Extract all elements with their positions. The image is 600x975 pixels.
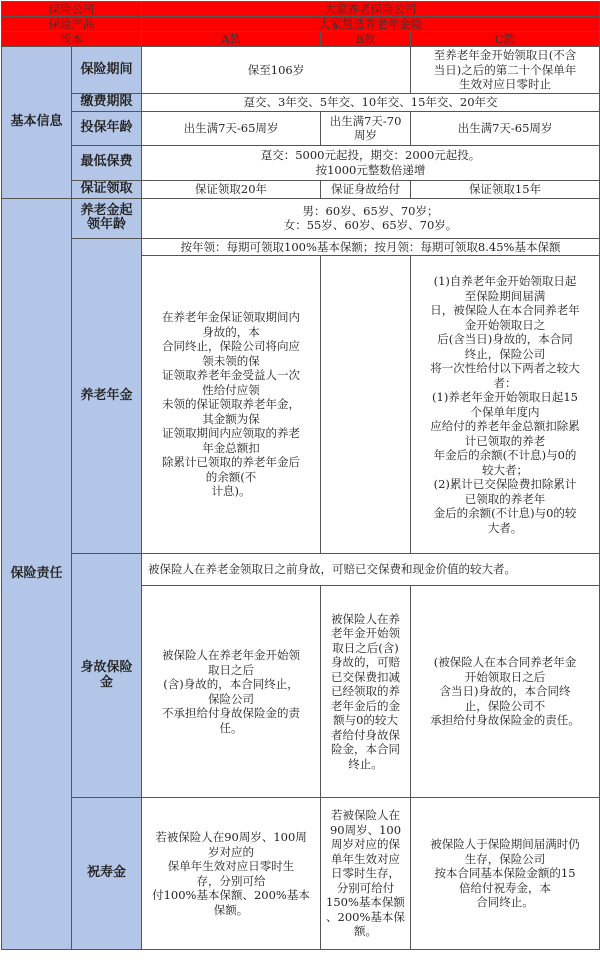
version-label: 版本 [2,32,142,47]
death-b: 被保险人在养 老年金开始领 取日之后(含) 身故的，可赔 已交保费扣减 已经领取的养 老年金后的金 额与0的较大 者给付身故保 险金，本合同 终止。 [321,586,411,798]
version-a: A款 [142,32,321,47]
age-row [2,111,600,145]
min-premium-row [2,145,600,180]
annuity-b [321,256,411,554]
survival-row [2,798,600,950]
guarantee-row [2,180,600,198]
annuity-freq-row [2,238,600,256]
age-a: 出生满7天-65周岁 [142,111,321,145]
min-premium-all: 趸交：5000元起投，期交：2000元起投。 按1000元整数倍递增 [142,145,600,180]
guarantee-c: 保证领取15年 [411,180,600,198]
death-before-row [2,554,600,586]
death-before: 被保险人在养老金领取日之前身故，可赔已交保费和现金价值的较大者。 [142,554,600,586]
start-age-all: 男：60岁、65岁、70岁； 女：55岁、60岁、65岁、70岁。 [142,198,600,238]
death-c: (被保险人在本合同养老年金 开始领取日之后 含当日)身故的，本合同终 止，保险公司不 承担给付身故保险金的责任。 [411,586,600,798]
basic-info-section: 基本信息 [2,47,72,199]
annuity-c: (1)自养老年金开始领取日起 至保险期间届满 日，被保险人在本合同养老年 金开始领取日之 后(含当日)身故的，本合同 终止，保险公司 将一次性给付以下两者之较大 者： (1)养老年金开始领取日起15 个保单年度内 应给付的养老年金总额扣除累 计已领取的养老 年金后的余额(不计息)与0的 较大者； (2)累计已交保险费扣除累计 已领取的养老年 金后的余额(不计息)与0的较 大者。 [411,256,600,554]
version-c: C款 [411,32,600,47]
survival-a: 若被保险人在90周岁、100周 岁对应的 保单年生效对应日零时生 存，分别可给 付100%基本保额、200%基本 保额。 [142,798,321,950]
survival-label: 祝寿金 [72,798,142,950]
annuity-label: 养老年金 [72,238,142,554]
version-b: B款 [321,32,411,47]
death-label: 身故保险 金 [72,554,142,798]
age-b: 出生满7天-70 周岁 [321,111,411,145]
company-label: 保险公司 [2,2,142,17]
period-label: 保险期间 [72,47,142,94]
period-row [2,47,600,94]
min-premium-label: 最低保费 [72,145,142,180]
product-label: 保险产品 [2,17,142,32]
period-c: 至养老年金开始领取日(不含 当日)之后的第二十个保单年 生效对应日零时止 [411,47,600,94]
guarantee-label: 保证领取 [72,180,142,198]
product-comparison-table [1,1,600,950]
start-age-row [2,198,600,238]
company-row [2,2,600,17]
company-value: 大家养老保险公司 [142,2,600,17]
product-row [2,17,600,32]
guarantee-b: 保证身故给付 [321,180,411,198]
age-c: 出生满7天-65周岁 [411,111,600,145]
annuity-freq: 按年领：每期可领取100%基本保额；按月领：每期可领取8.45%基本保额 [142,238,600,256]
product-value: 大家慧选养老年金险 [142,17,600,32]
start-age-label: 养老金起 领年龄 [72,198,142,238]
guarantee-a: 保证领取20年 [142,180,321,198]
age-label: 投保年龄 [72,111,142,145]
payment-label: 缴费期限 [72,93,142,111]
death-a: 被保险人在养老年金开始领 取日之后 (含)身故的，本合同终止， 保险公司 不承担给付身故保险金的责 任。 [142,586,321,798]
survival-b: 若被保险人在 90周岁、100 周岁对应的保 单年生效对应 日零时生存， 分别可给付 150%基本保额 、200%基本保 额。 [321,798,411,950]
payment-row [2,93,600,111]
liability-section: 保险责任 [2,198,72,950]
payment-all: 趸交、3年交、5年交、10年交、15年交、20年交 [142,93,600,111]
version-row [2,32,600,47]
period-ab: 保至106岁 [142,47,411,94]
annuity-a: 在养老年金保证领取期间内 身故的，本 合同终止，保险公司将向应 领未领的保 证领取养老年金受益人一次 性给付应领 未领的保证领取养老年金， 其金额为保 证领取期间内应领取的养老 年金总额扣 除累计已领取的养老年金后 的余额(不 计息)。 [142,256,321,554]
survival-c: 被保险人于保险期间届满时仍 生存，保险公司 按本合同基本保险金额的15 倍给付祝寿金，本 合同终止。 [411,798,600,950]
